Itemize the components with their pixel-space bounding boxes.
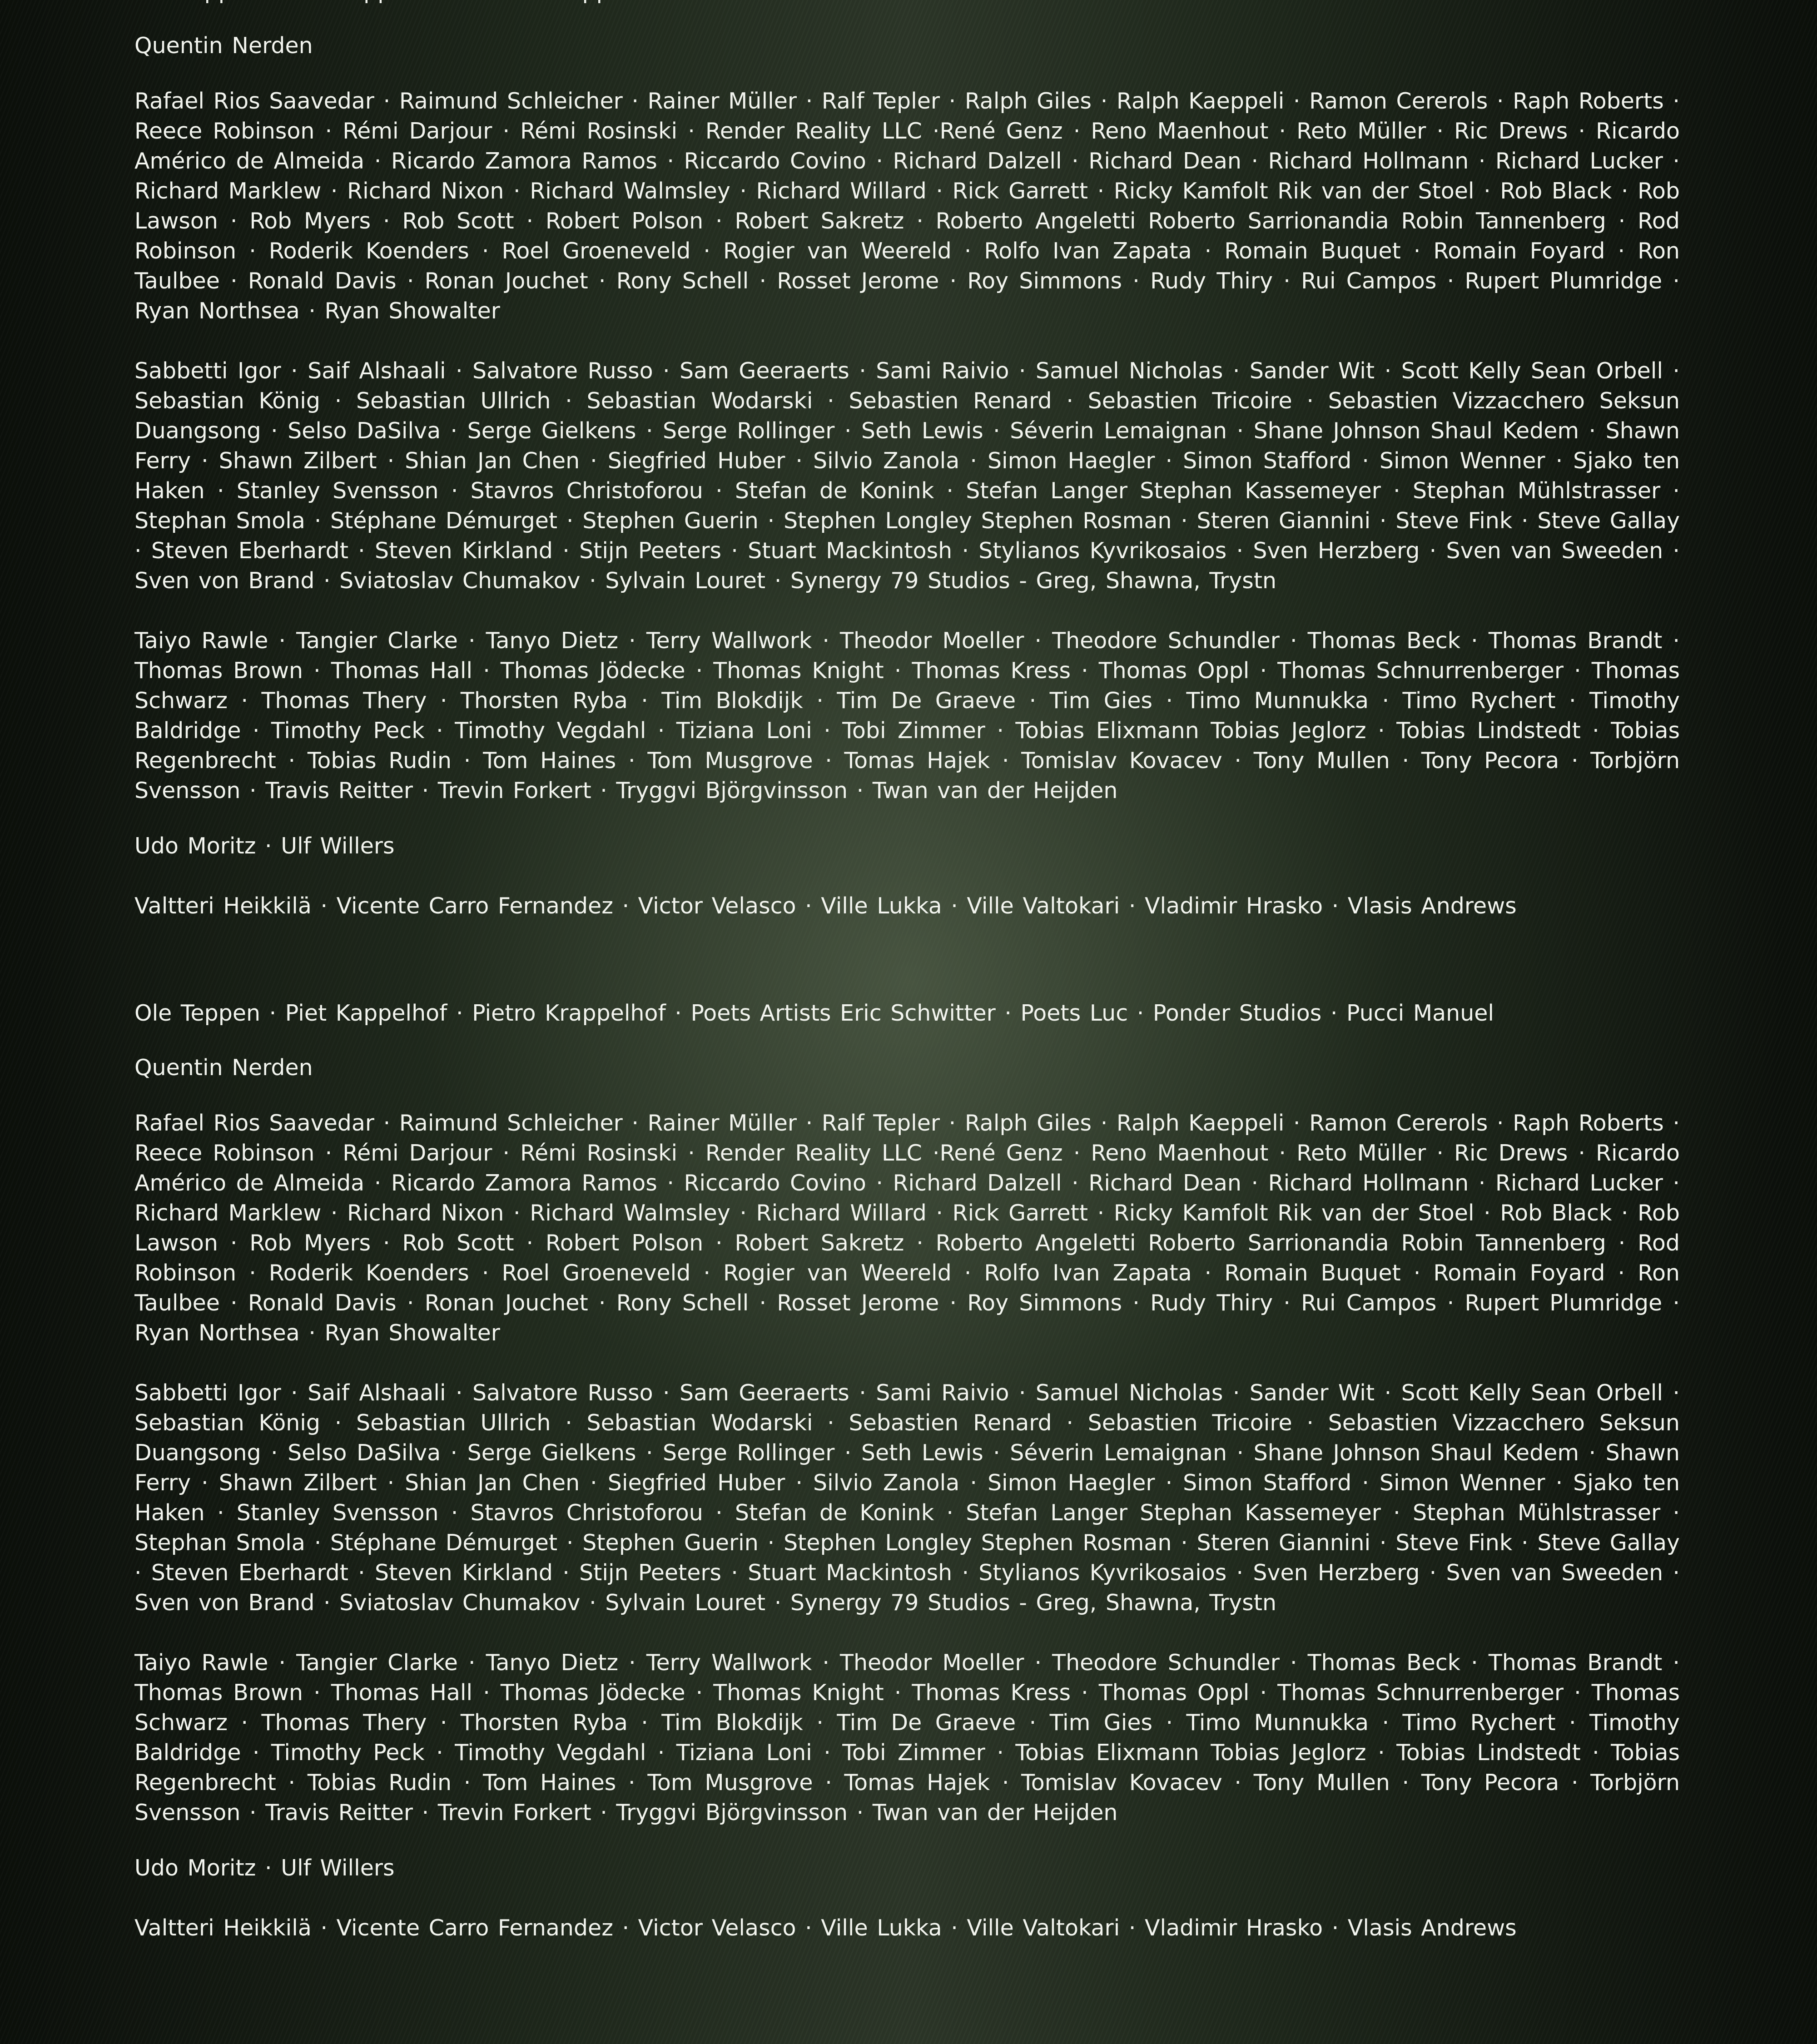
credits-q: Quentin Nerden — [134, 31, 1680, 61]
credits-q: Quentin Nerden — [134, 1053, 1680, 1083]
credits-r: Rafael Rios Saavedar · Raimund Schleicher · Rainer Müller · Ralf Tepler · Ralph Giles · Ralph Kaeppeli · Ramon Cererols · Raph Roberts · Reece Robinson · Rémi Darjour · Rémi Rosinski · Render Reality LLC ·René Genz · Reno Maenhout · Reto Müller · Ric Drews · Ricardo Américo de Almeida · Ricardo Zamora Ramos · Riccardo Covino · Richard Dalzell · Richard Dean · Richard Hollmann · Richard Lucker · Richard Marklew · Richard Nixon · Richard Walmsley · Richard Willard · Rick Garrett · Ricky Kamfolt Rik van der Stoel · Rob Black · Rob Lawson · Rob Myers · Rob Scott · Robert Polson · Robert Sakretz · Roberto Angeletti Roberto Sarrionandia Robin Tannenberg · Rod Robinson · Roderik Koenders · Roel Groeneveld · Rogier van Weereld · Rolfo Ivan Zapata · Romain Buquet · Romain Foyard · Ron Taulbee · Ronald Davis · Ronan Jouchet · Rony Schell · Rosset Jerome · Roy Simmons · Rudy Thiry · Rui Campos · Rupert Plumridge · Ryan Northsea · Ryan Showalter — [134, 86, 1680, 326]
credits-t: Taiyo Rawle · Tangier Clarke · Tanyo Dietz · Terry Wallwork · Theodor Moeller · Theodore Schundler · Thomas Beck · Thomas Brandt · Thomas Brown · Thomas Hall · Thomas Jödecke · Thomas Knight · Thomas Kress · Thomas Oppl · Thomas Schnurrenberger · Thomas Schwarz · Thomas Thery · Thorsten Ryba · Tim Blokdijk · Tim De Graeve · Tim Gies · Timo Munnukka · Timo Rychert · Timothy Baldridge · Timothy Peck · Timothy Vegdahl · Tiziana Loni · Tobi Zimmer · Tobias Elixmann Tobias Jeglorz · Tobias Lindstedt · Tobias Regenbrecht · Tobias Rudin · Tom Haines · Tom Musgrove · Tomas Hajek · Tomislav Kovacev · Tony Mullen · Tony Pecora · Torbjörn Svensson · Travis Reitter · Trevin Forkert · Tryggvi Björgvinsson · Twan van der Heijden — [134, 1648, 1680, 1828]
credits-p-tail: Ole Teppen · Piet Kappelhof · Pietro Krappelhof · Poets Artists Eric Schwitter · Poets Luc · Ponder Studios · Pucci Manuel — [134, 998, 1680, 1028]
credits-r: Rafael Rios Saavedar · Raimund Schleicher · Rainer Müller · Ralf Tepler · Ralph Giles · Ralph Kaeppeli · Ramon Cererols · Raph Roberts · Reece Robinson · Rémi Darjour · Rémi Rosinski · Render Reality LLC ·René Genz · Reno Maenhout · Reto Müller · Ric Drews · Ricardo Américo de Almeida · Ricardo Zamora Ramos · Riccardo Covino · Richard Dalzell · Richard Dean · Richard Hollmann · Richard Lucker · Richard Marklew · Richard Nixon · Richard Walmsley · Richard Willard · Rick Garrett · Ricky Kamfolt Rik van der Stoel · Rob Black · Rob Lawson · Rob Myers · Rob Scott · Robert Polson · Robert Sakretz · Roberto Angeletti Roberto Sarrionandia Robin Tannenberg · Rod Robinson · Roderik Koenders · Roel Groeneveld · Rogier van Weereld · Rolfo Ivan Zapata · Romain Buquet · Romain Foyard · Ron Taulbee · Ronald Davis · Ronan Jouchet · Rony Schell · Rosset Jerome · Roy Simmons · Rudy Thiry · Rui Campos · Rupert Plumridge · Ryan Northsea · Ryan Showalter — [134, 1108, 1680, 1348]
credits-v: Valtteri Heikkilä · Vicente Carro Fernandez · Victor Velasco · Ville Lukka · Ville Valtokari · Vladimir Hrasko · Vlasis Andrews — [134, 1913, 1680, 1943]
credits-s: Sabbetti Igor · Saif Alshaali · Salvatore Russo · Sam Geeraerts · Sami Raivio · Samuel Nicholas · Sander Wit · Scott Kelly Sean Orbell · Sebastian König · Sebastian Ullrich · Sebastian Wodarski · Sebastien Renard · Sebastien Tricoire · Sebastien Vizzacchero Seksun Duangsong · Selso DaSilva · Serge Gielkens · Serge Rollinger · Seth Lewis · Séverin Lemaignan · Shane Johnson Shaul Kedem · Shawn Ferry · Shawn Zilbert · Shian Jan Chen · Siegfried Huber · Silvio Zanola · Simon Haegler · Simon Stafford · Simon Wenner · Sjako ten Haken · Stanley Svensson · Stavros Christoforou · Stefan de Konink · Stefan Langer Stephan Kassemeyer · Stephan Mühlstrasser · Stephan Smola · Stéphane Démurget · Stephen Guerin · Stephen Longley Stephen Rosman · Steren Giannini · Steve Fink · Steve Gallay · Steven Eberhardt · Steven Kirkland · Stijn Peeters · Stuart Mackintosh · Stylianos Kyvrikosaios · Sven Herzberg · Sven van Sweeden · Sven von Brand · Sviatoslav Chumakov · Sylvain Louret · Synergy 79 Studios - Greg, Shawna, Trystn — [134, 356, 1680, 596]
credits-u: Udo Moritz · Ulf Willers — [134, 1853, 1680, 1883]
credits-t: Taiyo Rawle · Tangier Clarke · Tanyo Dietz · Terry Wallwork · Theodor Moeller · Theodore Schundler · Thomas Beck · Thomas Brandt · Thomas Brown · Thomas Hall · Thomas Jödecke · Thomas Knight · Thomas Kress · Thomas Oppl · Thomas Schnurrenberger · Thomas Schwarz · Thomas Thery · Thorsten Ryba · Tim Blokdijk · Tim De Graeve · Tim Gies · Timo Munnukka · Timo Rychert · Timothy Baldridge · Timothy Peck · Timothy Vegdahl · Tiziana Loni · Tobi Zimmer · Tobias Elixmann Tobias Jeglorz · Tobias Lindstedt · Tobias Regenbrecht · Tobias Rudin · Tom Haines · Tom Musgrove · Tomas Hajek · Tomislav Kovacev · Tony Mullen · Tony Pecora · Torbjörn Svensson · Travis Reitter · Trevin Forkert · Tryggvi Björgvinsson · Twan van der Heijden — [134, 626, 1680, 806]
credits-v: Valtteri Heikkilä · Vicente Carro Fernandez · Victor Velasco · Ville Lukka · Ville Valtokari · Vladimir Hrasko · Vlasis Andrews — [134, 891, 1680, 921]
credits-u: Udo Moritz · Ulf Willers — [134, 831, 1680, 861]
credits-s: Sabbetti Igor · Saif Alshaali · Salvatore Russo · Sam Geeraerts · Sami Raivio · Samuel Nicholas · Sander Wit · Scott Kelly Sean Orbell · Sebastian König · Sebastian Ullrich · Sebastian Wodarski · Sebastien Renard · Sebastien Tricoire · Sebastien Vizzacchero Seksun Duangsong · Selso DaSilva · Serge Gielkens · Serge Rollinger · Seth Lewis · Séverin Lemaignan · Shane Johnson Shaul Kedem · Shawn Ferry · Shawn Zilbert · Shian Jan Chen · Siegfried Huber · Silvio Zanola · Simon Haegler · Simon Stafford · Simon Wenner · Sjako ten Haken · Stanley Svensson · Stavros Christoforou · Stefan de Konink · Stefan Langer Stephan Kassemeyer · Stephan Mühlstrasser · Stephan Smola · Stéphane Démurget · Stephen Guerin · Stephen Longley Stephen Rosman · Steren Giannini · Steve Fink · Steve Gallay · Steven Eberhardt · Steven Kirkland · Stijn Peeters · Stuart Mackintosh · Stylianos Kyvrikosaios · Sven Herzberg · Sven van Sweeden · Sven von Brand · Sviatoslav Chumakov · Sylvain Louret · Synergy 79 Studios - Greg, Shawna, Trystn — [134, 1378, 1680, 1618]
